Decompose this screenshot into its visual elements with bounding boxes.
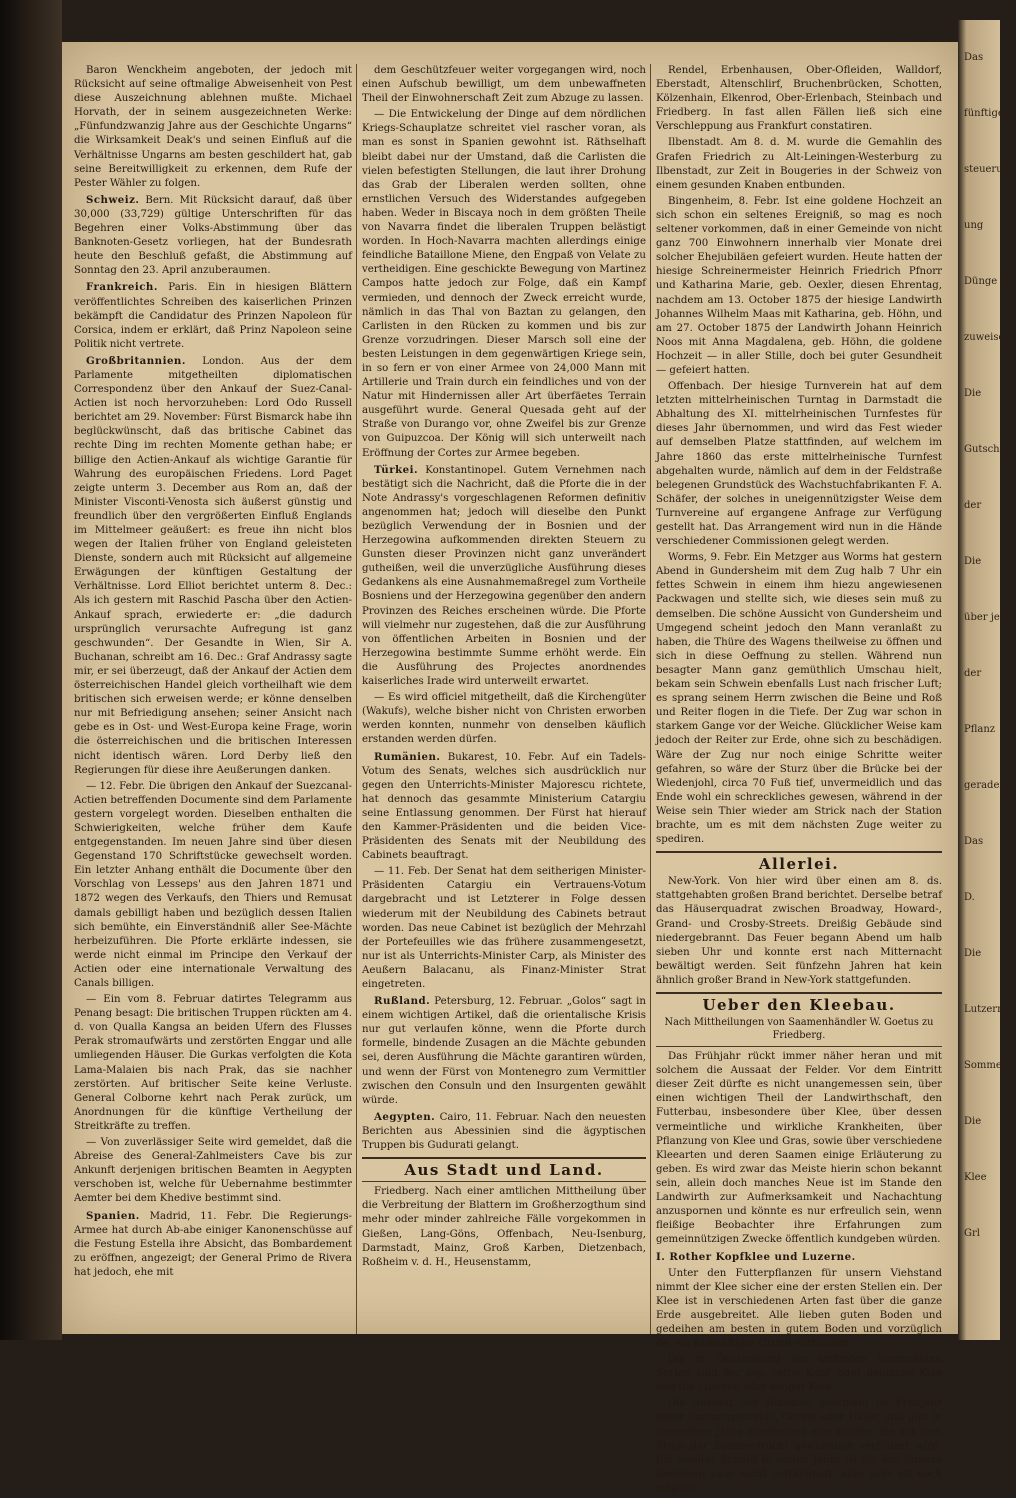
section-rule — [656, 992, 942, 994]
edge-text-fragment: über jede — [964, 612, 1013, 623]
article-frankreich — [74, 280, 352, 351]
section-subtitle: Nach Mittheilungen von Saamenhändler W. Goetus zu Friedberg. — [664, 1017, 934, 1042]
article-text: London. Aus der dem Parlamente mitgetheilten diplomatischen Correspondenz über den Ankauf der Suez-Canal-Actien ist noch hervorzuheben: Lord Odo Russell berichtet am 29. November: Fürst Bismarck habe ihn beglückwünscht, daß das britische Cabinet das rechte Ding im rechten Momente gethan habe; er billige den Actien-Ankauf als wichtige Garantie für Wahrung des europäischen Friedens. Lord Paget zeigte unterm 3. December aus Rom an, daß der Minister Visconti-Venosta sich äußerst günstig und freundlich über den vergrößerten Einfluß Englands im Mittelmeer geäußert: es freue ihn nicht blos wegen der Italien früher von England geleisteten Dienste, sondern auch mit Rücksicht auf allgemeine Erwägungen der künftigen Gestaltung der Verhältnisse. Lord Elliot berichtet unterm 8. Dec.: Als ich gestern mit Raschid Pascha über den Actien-Ankauf sprach, erwiederte er: „die dadurch ursprünglich verursachte Aufregung ist ganz geschwunden“. Der Gesandte in Wien, Sir A. Buchanan, schreibt am 16. Dec.: Graf Andrassy sagte mir, er sei überzeugt, daß der Ankauf der Actien dem österreichischen Handel gleich vortheilhaft wie dem britischen sich erweisen werde; er könne denselben nur mit Befriedigung ansehen; seiner Ansicht nach gebe es in Ost- und West-Europa keine Frage, worin die österreichischen und die britischen Interessen nicht identisch wären. Lord Derby ließ den Regierungen für diese ihre Aeußerungen danken. — [74, 355, 352, 776]
edge-text-fragment: Das — [964, 836, 984, 847]
section-heading-spanien: Spanien. — [86, 1209, 140, 1222]
edge-text-fragment: Die — [964, 556, 982, 567]
subsection-heading: I. Rother Kopfklee und Luzerne. — [656, 1251, 856, 1264]
section-heading-russland: Rußland. — [374, 995, 431, 1008]
article-text: Konstantinopel. Gutem Vernehmen nach bestätigt sich die Nachricht, daß die Pforte die in der Note Andrassy's vorgeschlagenen Reformen definitiv angenommen hat; jedoch will dieselbe den Punkt bezüglich Verwendung der in Bosnien und der Herzegowina aufkommenden direkten Steuern zu Gunsten dieser Provinzen nicht ganz unverändert gutheißen, weil die unverzügliche Ausführung dieses Gedankens als eine Ausnahmemaßregel zum Vortheile Bosniens und der Herzegowina gegenüber den andern Provinzen des Reiches erscheinen würde. Die Pforte will vielmehr nur zugestehen, daß die zur Ausführung von öffentlichen Arbeiten in Bosnien und der Herzegowina bestimmte Summe erhöht werde. Ein die Ausführung des Projectes anordnendes kaiserliches Irade wird unterweilt erwartet. — [362, 464, 646, 688]
article-paragraph: Die Aussaat von Rothklee geschieht im Frühjahr unter Sommergetreide, Gerste oder Hafer, und gibt in demselben Jahre mindestens eine Erndte, die mit dem Stroh der Sommerfrucht gewöhnlich verfüttert wird. Ein zweiter Schnitt in ersten Jahre ist für das fernere Gedeihen zwar nicht vortheilhaft, aber sehr oft noch möglich. — [656, 1398, 942, 1494]
section-title-allerlei: Allerlei. — [758, 855, 840, 874]
edge-text-fragment: Dünge — [964, 276, 998, 287]
article-paragraph: dem Geschützfeuer weiter vorgegangen wird, noch einen Aufschub bewilligt, um dem unbewaffneten Theil der Einwohnerschaft Zeit zum Abzuge zu lassen. — [362, 65, 646, 105]
article-russland — [362, 994, 646, 1108]
article-paragraph: Ilbenstadt. Am 8. d. M. wurde die Gemahlin des Grafen Friedrich zu Alt-Leiningen-Westerburg zu Ilbenstadt, zur Zeit in Bougeries in der Schweiz von einem gesunden Knaben entbunden. — [656, 137, 942, 191]
adjacent-page-edge — [958, 20, 1016, 1340]
edge-text-fragment: zuweisen, — [964, 332, 1015, 343]
column-2 — [362, 64, 646, 1272]
section-heading-frankreich: Frankreich. — [86, 281, 158, 294]
edge-text-fragment: D. — [964, 892, 975, 903]
article-text: Paris. Ein in hiesigen Blättern veröffentlichtes Schreiben des kaiserlichen Prinzen bekämpft die Candidatur des Prinzen Napoleon für Corsica, indem er erklärt, daß Prinz Napoleon seine Politik nicht vertrete. — [74, 282, 352, 350]
section-title-kleebau: Ueber den Kleebau. — [702, 996, 896, 1014]
section-heading-rumaenien: Rumänien. — [374, 750, 441, 763]
column-divider — [356, 64, 357, 1334]
edge-text-fragment: ung — [964, 220, 984, 231]
article-paragraph: — Von zuverlässiger Seite wird gemeldet, daß die Abreise des General-Zahlmeisters Cave bis zur Ankunft derjenigen britischen Beamten in Aegypten verschoben ist, welche für Uebernahme bestimmter Aemter bei dem Khedive bestimmt sind. — [74, 1137, 352, 1205]
article-paragraph: — 12. Febr. Die übrigen den Ankauf der Suezcanal-Actien betreffenden Documente sind dem Parlamente gestern vorgelegt worden. Dieselben enthalten die Schwierigkeiten, welche früher dem Kaufe entgegenstanden. Im neuen Jahre sind über diesen Gegenstand 170 Schriftstücke gewechselt worden. Ein letzter Anhang enthält die Documente über den Vorschlag von Lesseps' aus den Jahren 1871 und 1872 wegen des Verkaufs, den Thiers und Remusat damals gebilligt haben und bezüglich dessen Italien sich bemühte, ein Einverständniß aller See-Mächte herbeizuführen. Die Pforte erklärte indessen, sie werde nicht einmal im Principe den Verkauf der Actien oder eine internationale Verwaltung des Canals billigen. — [74, 780, 352, 989]
column-3 — [656, 64, 942, 1498]
article-text: Madrid, 11. Febr. Die Regierungs-Armee hat durch Ab-abe einiger Kanonenschüsse auf die Festung Estella ihre Absicht, das Bombardement zu eröffnen, angezeigt; der General Primo de Rivera hat jedoch, ehe mit — [74, 1210, 352, 1278]
edge-text-fragment: Die — [964, 948, 982, 959]
article-schweiz — [74, 193, 352, 279]
article-grossbritannien — [74, 354, 352, 778]
edge-text-fragment: Die — [964, 388, 982, 399]
edge-text-fragment: fünftiger — [964, 108, 1009, 119]
article-paragraph: Worms, 9. Febr. Ein Metzger aus Worms hat gestern Abend in Gundersheim mit dem Zug halb 7 Uhr ein fettes Schwein in einem ihm hiezu angewiesenen Packwagen und stellte sich, wie dieses sein muß zu demselben. Die schöne Aussicht von Gundersheim und Umgegend scheint jedoch den Mann veranlaßt zu haben, die Thüre des Wagens theilweise zu öffnen und sich in diese Oeffnung zu stellen. Während nun besagter Mann ganz gemüthlich Umschau hielt, bekam sein Schwein ebenfalls Lust nach frischer Luft; es sprang seinem Herrn zwischen die Beine und Roß und Reiter flogen in die Tiefe. Der Zug war schon in starkem Gange vor der Weiche. Glücklicher Weise kam jedoch der Reiter zur Erde, ohne sich zu beschädigen. Wäre der Zug nur noch einige Schritte weiter gefahren, so wäre der Sturz über die Brücke bei der Wiedenjohl, circa 70 Fuß tief, unvermeidlich und das Ende wohl ein schreckliches gewesen, während in der Weise sein Thier wieder am Strick nach der Station brachte, um es mit dem nächsten Zuge weiter zu spediren. — [656, 552, 942, 846]
article-paragraph: New-York. Von hier wird über einen am 8. ds. stattgehabten großen Brand berichtet. Derselbe betraf das Häuserquadrat zwischen Broadway, Howard-, Grand- und Crosby-Streets. Dreißig Gebäude sind niedergebrannt. Das Feuer begann Abend um halb sieben Uhr und konnte erst nach Mitternacht bewältigt werden. Seit fünfzehn Jahren hat kein ähnlich großer Brand in New-York stattgefunden. — [656, 876, 942, 986]
article-text: Bern. Mit Rücksicht darauf, daß über 30,000 (33,729) gültige Unterschriften für das Begehren einer Volks-Abstimmung über das Banknoten-Gesetz vorliegen, hat der Bundesrath heute den Beschluß gefaßt, die Abstimmung auf Sonntag den 23. April anzuberaumen. — [74, 194, 352, 277]
column-divider — [650, 64, 651, 1334]
section-rule — [656, 1046, 942, 1047]
article-text: Bukarest, 10. Febr. Auf ein Tadels-Votum des Senats, welches sich ausdrücklich nur gegen den Unterrichts-Minister Majorescu richtete, hat dennoch das gesammte Ministerium Catargiu seine Entlassung genommen. Der Fürst hat hierauf den Kammer-Präsidenten und die beiden Vice-Präsidenten des Senats mit der Neubildung des Cabinets beauftragt. — [362, 751, 646, 862]
newspaper-page — [62, 42, 958, 1494]
article-paragraph: Das Frühjahr rückt immer näher heran und mit solchem die Aussaat der Felder. Vor dem Eintritt dieser Zeit dürfte es nicht unangemessen sein, über einen wichtigen Theil der Landwirthschaft, den Futterbau, insbesondere über Klee, über dessen vermeintliche und wirkliche Krankheiten, über Pflanzung von Klee und Gras, sowie über verschiedene Kleearten und deren Saamen einige Erläuterung zu geben. Es wird zwar das Meiste hierin schon bekannt sein, allein doch manches Neue ist im Stande den Landwirth zur Aufmerksamkeit und Nachachtung anzuspornen und könnte es nur erfreulich sein, wenn fleißige Beobachter ihre Erfahrungen zum gemeinnützigen Zwecke öffentlich kundgeben würden. — [656, 1051, 942, 1246]
article-rumaenien — [362, 750, 646, 864]
edge-text-fragment: der — [964, 500, 982, 511]
article-text: Cairo, 11. Februar. Nach den neuesten Berichten aus Abessinien sind die ägyptischen Truppen bis Gudurati gelangt. — [362, 1111, 646, 1152]
column-1 — [74, 64, 352, 1282]
edge-text-fragment: Das — [964, 52, 984, 63]
article-spanien — [74, 1209, 352, 1280]
article-paragraph: — 11. Feb. Der Senat hat dem seitherigen Minister-Präsidenten Catargiu ein Vertrauens-Votum dargebracht und ist Letzterer in Folge dessen wiederum mit der Neubildung des Cabinets betraut worden. Das neue Cabinet ist bezüglich der Mehrzahl der Portefeuilles wie das frühere zusammengesetzt, nur ist als Unterrichts-Minister Carp, als Minister des Aeußern Balacanu, als Finanz-Minister Strat eingetreten. — [362, 866, 646, 990]
article-paragraph: Rendel, Erbenhausen, Ober-Ofleiden, Walldorf, Eberstadt, Altenschlirf, Bruchenbrücken, Schotten, Kölzenhain, Elkenrod, Ober-Erlenbach, Steinbach und Friedberg. In fast allen Fällen ließ sich eine Verschleppung aus Frankfurt constatiren. — [656, 65, 942, 133]
section-rule — [362, 1181, 646, 1182]
article-tuerkei — [362, 463, 646, 690]
article-paragraph: — Es wird officiel mitgetheilt, daß die Kirchengüter (Wakufs), welche bisher nicht von Christen erworben werden konnten, nunmehr von denselben käuflich erstanden werden dürfen. — [362, 692, 646, 746]
section-title-stadt-und-land: Aus Stadt und Land. — [404, 1161, 604, 1180]
edge-text-fragment: Sommer — [964, 1060, 1007, 1071]
edge-text-fragment: Grl — [964, 1228, 980, 1239]
article-paragraph: Offenbach. Der hiesige Turnverein hat auf dem letzten mittelrheinischen Turntag in Darmstadt die Abhaltung des XI. mittelrheinischen Turnfestes für dieses Jahr übernommen, und wird das Fest wieder auf demselben Platze stattfinden, auf welchem im Jahre 1860 das erste mittelrheinische Turnfest abgehalten wurde, nämlich auf dem in der Feldstraße belegenen Grundstück des Wachstuchfabrikanten F. A. Schäfer, der solches in uneigennützigster Weise dem Turnvereine auf ergangene Anfrage zur Verfügung gestellt hat. Das Arrangement wird nun in die Hände verschiedener Commissionen gelegt werden. — [656, 381, 942, 548]
article-aegypten — [362, 1110, 646, 1153]
section-rule — [656, 851, 942, 853]
article-paragraph: — Ein vom 8. Februar datirtes Telegramm aus Penang besagt: Die britischen Truppen rückten am 4. d. von Qualla Kangsa an beiden Ufern des Flusses Perak stromaufwärts und zerstörten Enggar und alle umliegenden Häuser. Die Gurkas verfolgten die Kota Lama-Malaien bis nach Prak, das sie nachher zerstörten. Auf britischer Seite keine Verluste. General Colborne kehrt nach Perak zurück, um Anordnungen für die künftige Vertheilung der Streitkräfte zu treffen. — [74, 994, 352, 1132]
article-text: Petersburg, 12. Februar. „Golos“ sagt in einem wichtigen Artikel, daß die orientalische Krisis nur gut verlaufen könne, wenn die Pforte durch formelle, bindende Zusagen an die Mächte gebunden sei, deren Ausführung die Mächte garantiren würden, und wenn der Fürst von Montenegro zum Vermittler zwischen den Consuln und den Insurgenten gewählt würde. — [362, 996, 646, 1106]
article-paragraph: Unter den Futterpflanzen für unsern Viehstand nimmt der Klee sicher eine der ersten Stellen ein. Der Klee ist in verschiedenen Arten fast über die ganze Erde ausgebreitet. Alle lieben guten Boden und gedeihen am besten in gutem Boden und vorzüglich da, wo kalkhaltiger Grund vorhanden. — [656, 1267, 942, 1349]
section-heading-aegypten: Aegypten. — [374, 1110, 436, 1123]
edge-text-fragment: Gutsche — [964, 444, 1006, 455]
edge-text-fragment: Klee — [964, 1172, 987, 1183]
section-heading-schweiz: Schweiz. — [86, 193, 140, 206]
article-paragraph: Baron Wenckheim angeboten, der jedoch mit Rücksicht auf seine oftmalige Abweisenheit von Pest diese Auszeichnung ablehnen mußte. Michael Horvath, der in seinem ausgezeichneten Werke: „Fünfundzwanzig Jahre aus der Geschichte Ungarns“ die Wirksamkeit Deak's und seinen Einfluß auf die Verhältnisse Ungarns am besten geschildert hat, gab seine Bereitwilligkeit zu erkennen, dem Rufe der Pester Wähler zu folgen. — [74, 65, 352, 189]
section-heading-grossbritannien: Großbritannien. — [86, 354, 186, 367]
edge-text-fragment: Pflanz — [964, 724, 996, 735]
book-spine — [0, 0, 62, 1340]
article-paragraph: Die in Deutschland am weitesten verbreiteten Sorten sind der sog. rothe Kopf- oder deutsche Klee und die Luzerne oder ewiger Klee. — [656, 1354, 942, 1394]
edge-text-fragment: Die — [964, 1116, 982, 1127]
section-rule — [362, 1157, 646, 1159]
edge-text-fragment: Lutzerne — [964, 1004, 1010, 1015]
article-paragraph: Bingenheim, 8. Febr. Ist eine goldene Hochzeit an sich schon ein seltenes Ereigniß, so mag es noch seltener vorkommen, daß in einer Gemeinde von nicht ganz 700 Einwohnern innerhalb vier Monate drei solcher Ehejubiläen gefeiert wurden. Heute hatten der hiesige Schreinermeister Heinrich Friedrich Pfnorr und Katharina Marie, geb. Oexler, diesen Ehrentag, nachdem am 13. October 1875 der hiesige Landwirth Johannes Wilhelm Maas mit Katharina, geb. Höhn, und am 27. October 1875 der Landwirth Johann Heinrich Noos mit Anna Magdalena, geb. Höhn, die goldene Hochzeit — in aller Stille, doch bei guter Gesundheit — gefeiert hatten. — [656, 195, 942, 376]
edge-text-fragment: geraden — [964, 780, 1006, 791]
article-paragraph: Friedberg. Nach einer amtlichen Mittheilung über die Verbreitung der Blattern im Großherzogthum sind mehr oder minder zahlreiche Fälle vorgekommen in Gießen, Lang-Göns, Offenbach, Neu-Isenburg, Darmstadt, Mainz, Groß Karben, Dietzenbach, Roßheim v. d. H., Heusenstamm, — [362, 1186, 646, 1268]
section-heading-tuerkei: Türkei. — [374, 463, 419, 476]
article-paragraph: — Die Entwickelung der Dinge auf dem nördlichen Kriegs-Schauplatze schreitet viel rascher voran, als man es sonst in Spanien gewohnt ist. Räthselhaft bleibt dabei nur der Umstand, daß die Carlisten die vielen befestigten Stellungen, die laut ihrer Drohung das Grab der Liberalen werden sollten, ohne ernstlichen Versuch des Widerstandes aufgegeben haben. Weder in Biscaya noch in dem größten Theile von Navarra findet die liberalen Truppen belästigt worden. In Hoch-Navarra machten allerdings einige feindliche Bataillone Miene, den Engpaß von Velate zu vertheidigen. Eine geschickte Bewegung von Martinez Campos hatte jedoch zur Folge, daß ein Kampf vermieden, und dennoch der Zweck erreicht wurde, nämlich in das Thal von Baztan zu gelangen, den Carlisten in den Rücken zu kommen und bis zur Grenze vorzudringen. Dieser Marsch soll eine der besten Leistungen in dem gegenwärtigen Kriege sein, in so fern er von einer Armee von 24,000 Mann mit Artillerie und Train durch ein feindliches und von der Natur mit Hindernissen aller Art überfäetes Terrain ausgeführt wurde. General Quesada geht auf der Straße von Durango vor, ohne Zweifel bis zur Grenze von Guipuzcoa. Der König will sich unterweilt nach Eröffnung der Cortes zur Armee begeben. — [362, 109, 646, 459]
edge-text-fragment: steuerung — [964, 164, 1016, 175]
edge-text-fragment: der — [964, 668, 982, 679]
